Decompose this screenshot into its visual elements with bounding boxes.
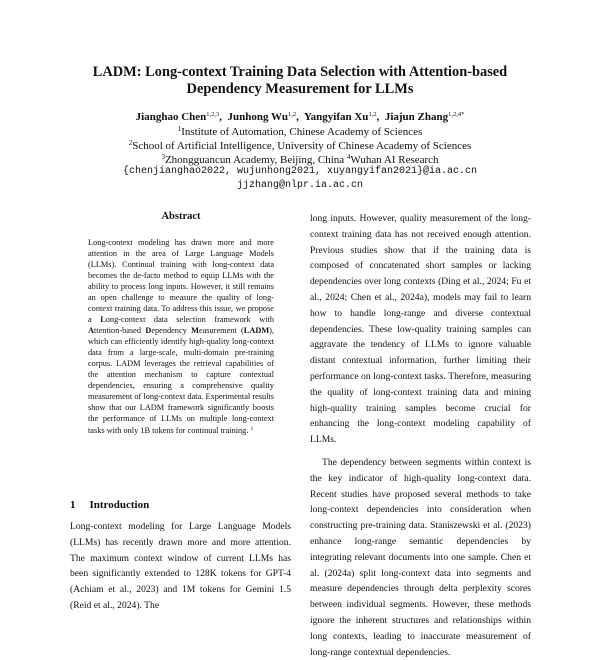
right-column [310,211,531,660]
section-number: 1 [70,499,76,511]
section-heading-introduction [70,498,149,512]
affil-text: Wuhan AI Research [350,154,439,166]
affil-mark: 1 [177,125,182,133]
acronym-letter: D [145,326,152,335]
author-name: Jiajun Zhang [384,111,449,123]
affil-text: Zhongguancun Academy, Beijing, China [164,154,345,166]
acronym-letter: M [191,326,199,335]
author-affil-mark: 1,2 [287,111,297,118]
affil-mark: 4 [346,153,351,161]
author-affil-mark: 1,2,3 [206,111,220,118]
introduction-paragraph: Long-context modeling for Large Language Models (LLMs) has recently drawn more and more attention. The maximum context window of current LLMs has been significantly extended to 128K tokens for GPT-4 (Achiam et al., 2023) and 1M tokens for Gemini 1.5 (Reid et al., 2024). The [70,521,291,611]
affil-mark: 3 [161,153,165,161]
email-line-1[interactable]: {chenjianghao2022, wujunhong2021, xuyangyifan2021}@ia.ac.cn [122,166,478,177]
abstract-text: Long-context modeling has drawn more and more attention in the area of Large Language Models (LLMs). Continual training with long-context data becomes the de-facto method to equip LLMs with the ability to process long inputs. However, it still remains an open challenge to measure the quality of long-context training data. To address this issue, we propose a [88,238,274,324]
author-name: Junhong Wu [227,111,288,123]
title-line-1: LADM: Long-context Training Data Selection with Attention-based [92,64,508,80]
author-list: Jianghao Chen$^{1,2,3}$, Junhong Wu$^{1,2}$, Yangyifan Xu$^{1,2}$, Jiajun Zhang$^{1,2,4*}$ [135,111,465,123]
affil-text: Institute of Automation, Chinese Academy of Sciences [181,126,423,138]
method-acronym: LADM [243,326,270,335]
author-name: Yangyifan Xu [303,111,369,123]
abstract-text: ependency [151,326,192,335]
abstract-text: ttention-based [94,326,146,335]
section-title: Introduction [89,499,150,511]
affil-mark: 2 [128,139,133,147]
abstract-text: easurement ( [198,326,244,335]
abstract-body [88,237,274,436]
author-affil-mark: 1,2 [368,111,377,118]
email-line-2[interactable]: jjzhang@nlpr.ia.ac.cn [236,180,364,191]
title-line-2: Dependency Measurement for LLMs [186,81,414,97]
author-affil-mark: 1,2,4* [448,111,465,118]
author-name: Jianghao Chen [135,111,207,123]
abstract-heading: Abstract [161,211,201,222]
abstract-text: ), which can efficiently identify high-quality long-context data from a large-scale, multi-domain pre-training corpus. LADM leverages the retrieval capabilities of the attention mechanism to capture contextual dependencies, ensuring a comprehensive quality measurement of long-context data. Experimental results show that our LADM framework significantly boosts the performance of LLMs on multiple long-context tasks with only 1B tokens for continual training. [88,326,274,435]
affil-text: School of Artificial Intelligence, University of Chinese Academy of Sciences [132,140,472,152]
acronym-letter: A [88,326,94,335]
body-paragraph: long inputs. However, quality measurement of the long-context training data has not received enough attention. Previous studies show that if the training data is composed of concatenated short samples or lacking dependencies over long contexts (Ding et al., 2024; Fu et al., 2024; Chen et al., 2024a), models may fail to learn how to handle long-range and diverse contextual dependencies. These low-quality training samples can aggravate the tendency of LLMs to ignore valuable distant contextual information, further limiting their performance on long-context tasks. Therefore, measuring the quality of long-context training data and mining high-quality training samples become crucial for enhancing the long-context modeling capability of LLMs. [310,213,531,446]
abstract-text: ong-context data selection framework with [105,315,274,324]
acronym-letter: L [100,315,106,324]
body-paragraph: The dependency between segments within context is the key indicator of high-quality long-context data. Recent studies have proposed several methods to take long-context dependencies into consideration when constructing pre-training data. Staniszewski et al. (2023) enhance long-range semantic dependencies by integrating relevant documents into one sample. Chen et al. (2024a) split long-context data into segments and measure dependencies through delta perplexity scores between individual segments. However, these methods ignore the inherent structures and relationships within long contexts, leading to inaccurate measurement of long-range contextual dependencies. [310,456,531,658]
paper-title [40,64,560,98]
footnote-mark[interactable]: 1 [250,426,254,432]
